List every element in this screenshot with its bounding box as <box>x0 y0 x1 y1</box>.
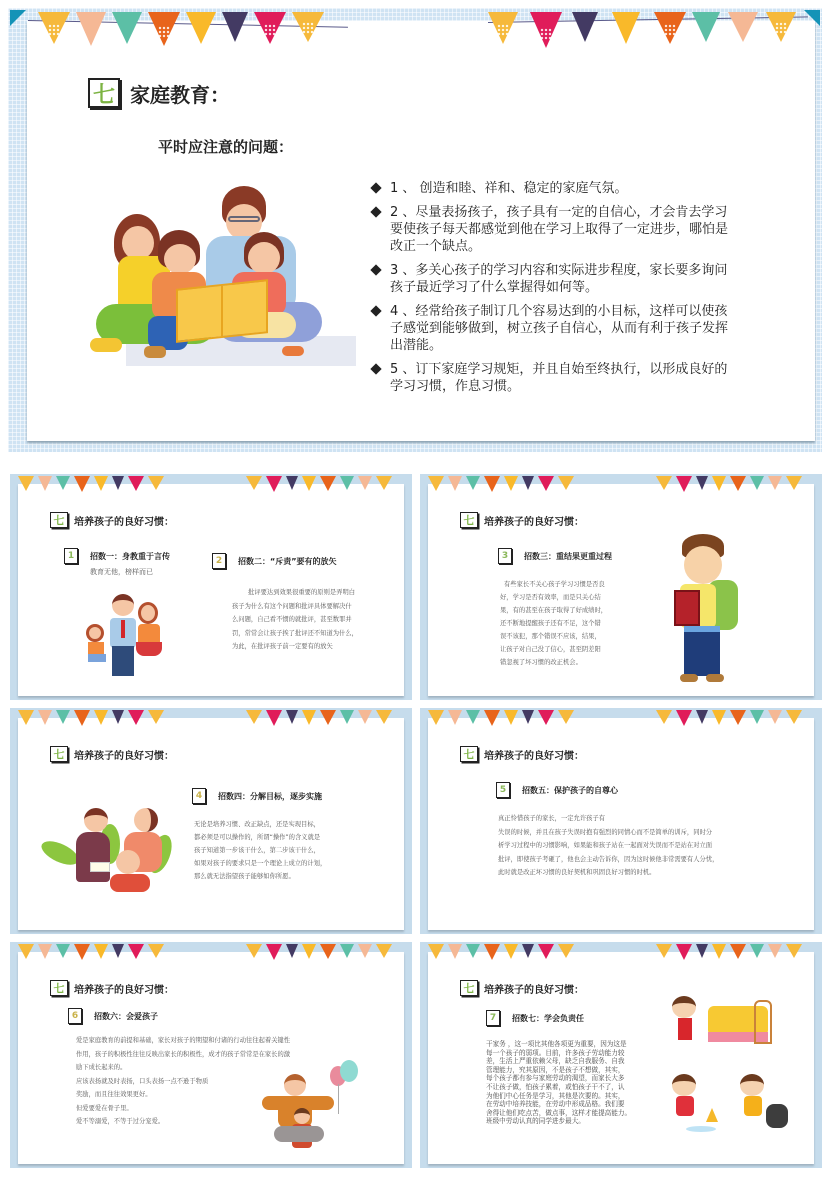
bunting-flag <box>376 944 392 958</box>
bunting-flag <box>302 944 316 959</box>
main-title <box>88 78 230 108</box>
bunting-flag <box>128 944 144 959</box>
bunting-left <box>18 476 164 492</box>
bunting-flag <box>656 710 672 724</box>
tip-heading-3: 3 招数三：重结果更重过程 <box>498 548 612 564</box>
bunting-left <box>428 944 574 960</box>
bunting-left <box>18 944 164 960</box>
bunting-flag <box>768 710 782 724</box>
slide-title: 七 培养孩子的良好习惯： <box>50 980 174 996</box>
bunting-flag <box>676 476 692 492</box>
bunting-flag <box>656 476 672 490</box>
bunting-flag <box>358 944 372 958</box>
bunting-flag <box>148 476 164 490</box>
bunting-flag <box>254 12 286 44</box>
girl-doing-chores-illustration <box>668 992 798 1142</box>
bunting-flag <box>38 944 52 959</box>
tip-number-box: 2 <box>212 553 226 569</box>
bunting-flag <box>466 710 480 724</box>
tip-heading-2: 2 招数二：“斥责”要有的放矢 <box>212 553 337 569</box>
section-number-box: 七 <box>50 512 68 528</box>
bunting-flag <box>74 944 90 960</box>
bunting-flag <box>750 944 764 958</box>
bunting-flag <box>94 710 108 725</box>
tip-number-box: 3 <box>498 548 512 564</box>
bunting-flag <box>302 710 316 725</box>
tip-heading-1: 1 招数一：身教重于言传 <box>64 548 170 564</box>
bunting-flag <box>148 12 180 46</box>
bunting-flag <box>676 710 692 726</box>
bunting-right <box>246 476 392 492</box>
section-number-box: 七 <box>88 78 120 108</box>
father-child-balloons-illustration <box>258 1056 358 1152</box>
bunting-left <box>18 710 164 726</box>
parents-with-child-illustration <box>40 804 180 900</box>
bunting-flag <box>448 944 462 959</box>
bunting-flag <box>522 710 534 724</box>
corner-decoration <box>804 10 820 26</box>
diamond-bullet-icon <box>370 264 381 275</box>
bunting-flag <box>320 944 336 959</box>
bunting-right <box>246 710 392 726</box>
bunting-flag <box>266 476 282 492</box>
bunting-flag <box>376 476 392 490</box>
bunting-flag <box>94 944 108 959</box>
tip-heading-6: 6 招数六：会爱孩子 <box>68 1008 158 1024</box>
bunting-flag <box>730 476 746 491</box>
bunting-flag <box>558 710 574 724</box>
bunting-left <box>428 710 574 726</box>
slide-title: 七 培养孩子的良好习惯： <box>460 746 584 762</box>
bunting-flag <box>696 476 708 490</box>
main-subtitle: 平时应注意的问题： <box>158 138 294 156</box>
bunting-flag <box>538 944 554 959</box>
bunting-right <box>656 944 802 960</box>
tip-text-block: 批评要达到效果很重要的原则是弄明白 孩子为什么有这个问题和批评具体要解决什 么问题，自己看不惯的就批评，甚至数罪并 罚，常常会让孩子挨了批评还不知道为什么， 为此，在批评孩子前一定要有的放矢 <box>232 589 358 650</box>
slide-thumbnail-6[interactable] <box>420 942 822 1168</box>
tips-bullet-list <box>372 180 732 402</box>
slide-thumbnail-2[interactable] <box>420 474 822 700</box>
slide-title: 七 培养孩子的良好习惯： <box>50 512 174 528</box>
bunting-flag <box>286 944 298 958</box>
bunting-flag <box>246 710 262 724</box>
bunting-flag <box>376 710 392 724</box>
tip-number-box: 4 <box>192 788 206 804</box>
bunting-flag <box>148 944 164 958</box>
tip-number-box: 6 <box>68 1008 82 1024</box>
bunting-left <box>28 12 324 46</box>
tip-heading-7: 7 招数七：学会负责任 <box>486 1010 584 1026</box>
slide-title: 七 培养孩子的良好习惯： <box>460 512 584 528</box>
tip-text-block: 真正怜惜孩子的家长，一定允许孩子有 失误的时候，并且在孩子失误时抱有强烈的同情心而不是简单的训斥，同时分 析学习过程中的习惯影响，如果能和孩子站在一起面对失误而不是站在对立面 批评，即使孩子考砸了，他也会主动告诉你，因为这时候他非常需要有人分忧， 此时就是改正坏习惯的良好契机和巩固良好习惯的时机。 <box>498 815 719 876</box>
bunting-flag <box>148 710 164 724</box>
tip-text-block: 干家务 ，这一项比其他各项更为重要，因为这是 每一个孩子的弱项。目前，许多孩子劳动能力较 差，生活上严重依赖父母，缺乏自我服务、自我 管理能力，究其原因，不是孩子不想做，其实， 每个孩子都有参与家庭劳动的渴望，而家长大多 不让孩子做，怕孩子累着，或怕孩子干不了，认 为他们中心任务是学习，其他是次要的。其实， 在劳动中培养技能，在劳动中形成品格。我们要 舍得让他们吃点苦，做点事，这样才能提高能力。 班级中劳动认真的同学进步最大。 <box>486 1040 632 1126</box>
bunting-flag <box>522 476 534 490</box>
bunting-flag <box>768 944 782 958</box>
bunting-flag <box>358 476 372 490</box>
bullet-item: 2 、尽量表扬孩子，孩子具有一定的自信心，才会肯去学习要使孩子每天都感觉到他在学习上取得了一定进步，哪怕是改正一个缺点。 <box>372 204 732 255</box>
tip-text-block: 无论是培养习惯、改正缺点，还是实现目标， 都必须是可以操作的，所谓“操作”的含义就是 孩子知道第一步该干什么，第二步该干什么， 如果对孩子的要求只是一个理论上成立的计划， 那么就无法指望孩子能够如你所愿。 <box>194 821 327 880</box>
tip-number-box: 1 <box>64 548 78 564</box>
bunting-flag <box>292 12 324 42</box>
slide-thumbnail-4[interactable] <box>420 708 822 934</box>
bunting-flag <box>696 944 708 958</box>
bunting-flag <box>340 476 354 490</box>
boy-with-backpack-illustration <box>670 534 740 684</box>
bunting-flag <box>56 944 70 958</box>
bunting-flag <box>76 12 106 46</box>
bunting-flag <box>484 710 500 726</box>
slide-title: 七 培养孩子的良好习惯： <box>50 746 174 762</box>
bunting-flag <box>286 710 298 724</box>
tip-text-block: 有些家长不关心孩子学习习惯是否良 好，学习是否有效率，而是只关心结 果，有的甚至在孩子取得了好成绩时， 还不断地提醒孩子还有不足，这个错 误不该犯，那个错误不应该，结果， 让孩子对自己没了信心，甚至阴差阳 错忽视了坏习惯的改正机会。 <box>500 581 608 666</box>
bunting-flag <box>56 476 70 490</box>
bunting-right <box>488 12 796 48</box>
tip-text: 教育无他，榜样而已 <box>90 568 153 576</box>
diamond-bullet-icon <box>370 305 381 316</box>
bunting-flag <box>358 710 372 724</box>
bunting-flag <box>112 944 124 958</box>
bunting-flag <box>112 476 124 490</box>
main-title-text: 家庭教育： <box>130 82 230 107</box>
bunting-flag <box>340 944 354 958</box>
bunting-flag <box>428 476 444 491</box>
bunting-flag <box>750 476 764 490</box>
bunting-flag <box>428 944 444 959</box>
bunting-flag <box>484 476 500 492</box>
bunting-flag <box>112 710 124 724</box>
bunting-flag <box>538 476 554 491</box>
family-standing-illustration <box>80 594 170 678</box>
bunting-flag <box>692 12 720 42</box>
bunting-flag <box>712 476 726 491</box>
section-number-box: 七 <box>50 746 68 762</box>
bunting-flag <box>572 12 598 42</box>
bunting-flag <box>246 944 262 958</box>
bunting-flag <box>750 710 764 724</box>
bunting-flag <box>222 12 248 42</box>
bunting-flag <box>320 476 336 491</box>
bunting-flag <box>18 710 34 725</box>
bunting-flag <box>558 476 574 490</box>
bunting-flag <box>728 12 758 42</box>
bunting-flag <box>18 944 34 959</box>
bunting-flag <box>94 476 108 491</box>
bullet-item: 5 、订下家庭学习规矩，并且自始至终执行，以形成良好的学习习惯，作息习惯。 <box>372 361 732 395</box>
bunting-flag <box>286 476 298 490</box>
slide-thumbnail-1[interactable] <box>10 474 412 700</box>
bunting-flag <box>696 710 708 724</box>
bunting-flag <box>766 12 796 42</box>
bunting-flag <box>530 12 562 48</box>
bunting-flag <box>712 710 726 725</box>
bunting-right <box>656 476 802 492</box>
tip-heading-5: 5 招数五：保护孩子的自尊心 <box>496 782 618 798</box>
section-number-box: 七 <box>50 980 68 996</box>
bunting-flag <box>504 476 518 491</box>
bunting-flag <box>38 710 52 725</box>
bunting-left <box>428 476 574 492</box>
bunting-flag <box>504 944 518 959</box>
bunting-flag <box>538 710 554 725</box>
bunting-flag <box>128 710 144 725</box>
slide-thumbnail-3[interactable] <box>10 708 412 934</box>
diamond-bullet-icon <box>370 206 381 217</box>
corner-decoration <box>10 10 26 26</box>
bunting-flag <box>74 476 90 492</box>
bunting-flag <box>504 710 518 725</box>
slide-title: 七 培养孩子的良好习惯： <box>460 980 584 996</box>
bunting-flag <box>448 476 462 491</box>
bunting-flag <box>448 710 462 725</box>
bunting-flag <box>768 476 782 490</box>
tip-heading-4: 4 招数四：分解目标，逐步实施 <box>192 788 322 804</box>
bunting-flag <box>320 710 336 725</box>
bunting-flag <box>466 476 480 490</box>
diamond-bullet-icon <box>370 363 381 374</box>
bunting-flag <box>730 710 746 725</box>
bunting-flag <box>522 944 534 958</box>
bunting-flag <box>428 710 444 725</box>
family-reading-illustration <box>86 186 356 376</box>
bunting-right <box>656 710 802 726</box>
bunting-flag <box>676 944 692 960</box>
bullet-item: 1 、 创造和睦、祥和、稳定的家庭气氛。 <box>372 180 732 197</box>
bunting-flag <box>56 710 70 724</box>
bunting-flag <box>654 12 686 44</box>
bunting-flag <box>266 710 282 726</box>
bunting-flag <box>466 944 480 958</box>
diamond-bullet-icon <box>370 182 381 193</box>
slide-thumbnail-5[interactable] <box>10 942 412 1168</box>
section-number-box: 七 <box>460 980 478 996</box>
section-number-box: 七 <box>460 746 478 762</box>
bunting-right <box>246 944 392 960</box>
bunting-flag <box>302 476 316 491</box>
bunting-flag <box>112 12 142 44</box>
bunting-flag <box>612 12 640 44</box>
bunting-flag <box>74 710 90 726</box>
bunting-flag <box>656 944 672 958</box>
bunting-flag <box>186 12 216 44</box>
bunting-flag <box>340 710 354 724</box>
bunting-flag <box>786 944 802 958</box>
bunting-flag <box>128 476 144 491</box>
bunting-flag <box>786 476 802 490</box>
bunting-flag <box>38 12 70 44</box>
bunting-flag <box>730 944 746 959</box>
bunting-flag <box>484 944 500 960</box>
bullet-item: 4 、经常给孩子制订几个容易达到的小目标，这样可以使孩子感觉到能够做到，树立孩子自信心，从而有利于孩子发挥出潜能。 <box>372 303 732 354</box>
bullet-item: 3 、多关心孩子的学习内容和实际进步程度，家长要多询问孩子最近学习了什么掌握得如何等。 <box>372 262 732 296</box>
tip-number-box: 5 <box>496 782 510 798</box>
bunting-flag <box>38 476 52 491</box>
bunting-flag <box>266 944 282 960</box>
tip-text-block: 爱是家庭教育的前提和基础，家长对孩子的期望和付诸的行动往往起着关键性 作用，孩子的积极性往往反映出家长的积极性，成才的孩子常常是在家长的激 励下成长起来的。 应该表扬就及时表扬，口头表扬一点不逊于物质 奖励，而且往往效果更好。 但爱要爱在骨子里。 爱不等溺爱，不等于过分宠爱。 <box>76 1037 291 1125</box>
tip-number-box: 7 <box>486 1010 500 1026</box>
bunting-flag <box>488 12 518 44</box>
bunting-flag <box>246 476 262 490</box>
bunting-flag <box>18 476 34 491</box>
bunting-flag <box>712 944 726 959</box>
section-number-box: 七 <box>460 512 478 528</box>
bunting-flag <box>558 944 574 958</box>
bunting-flag <box>786 710 802 724</box>
